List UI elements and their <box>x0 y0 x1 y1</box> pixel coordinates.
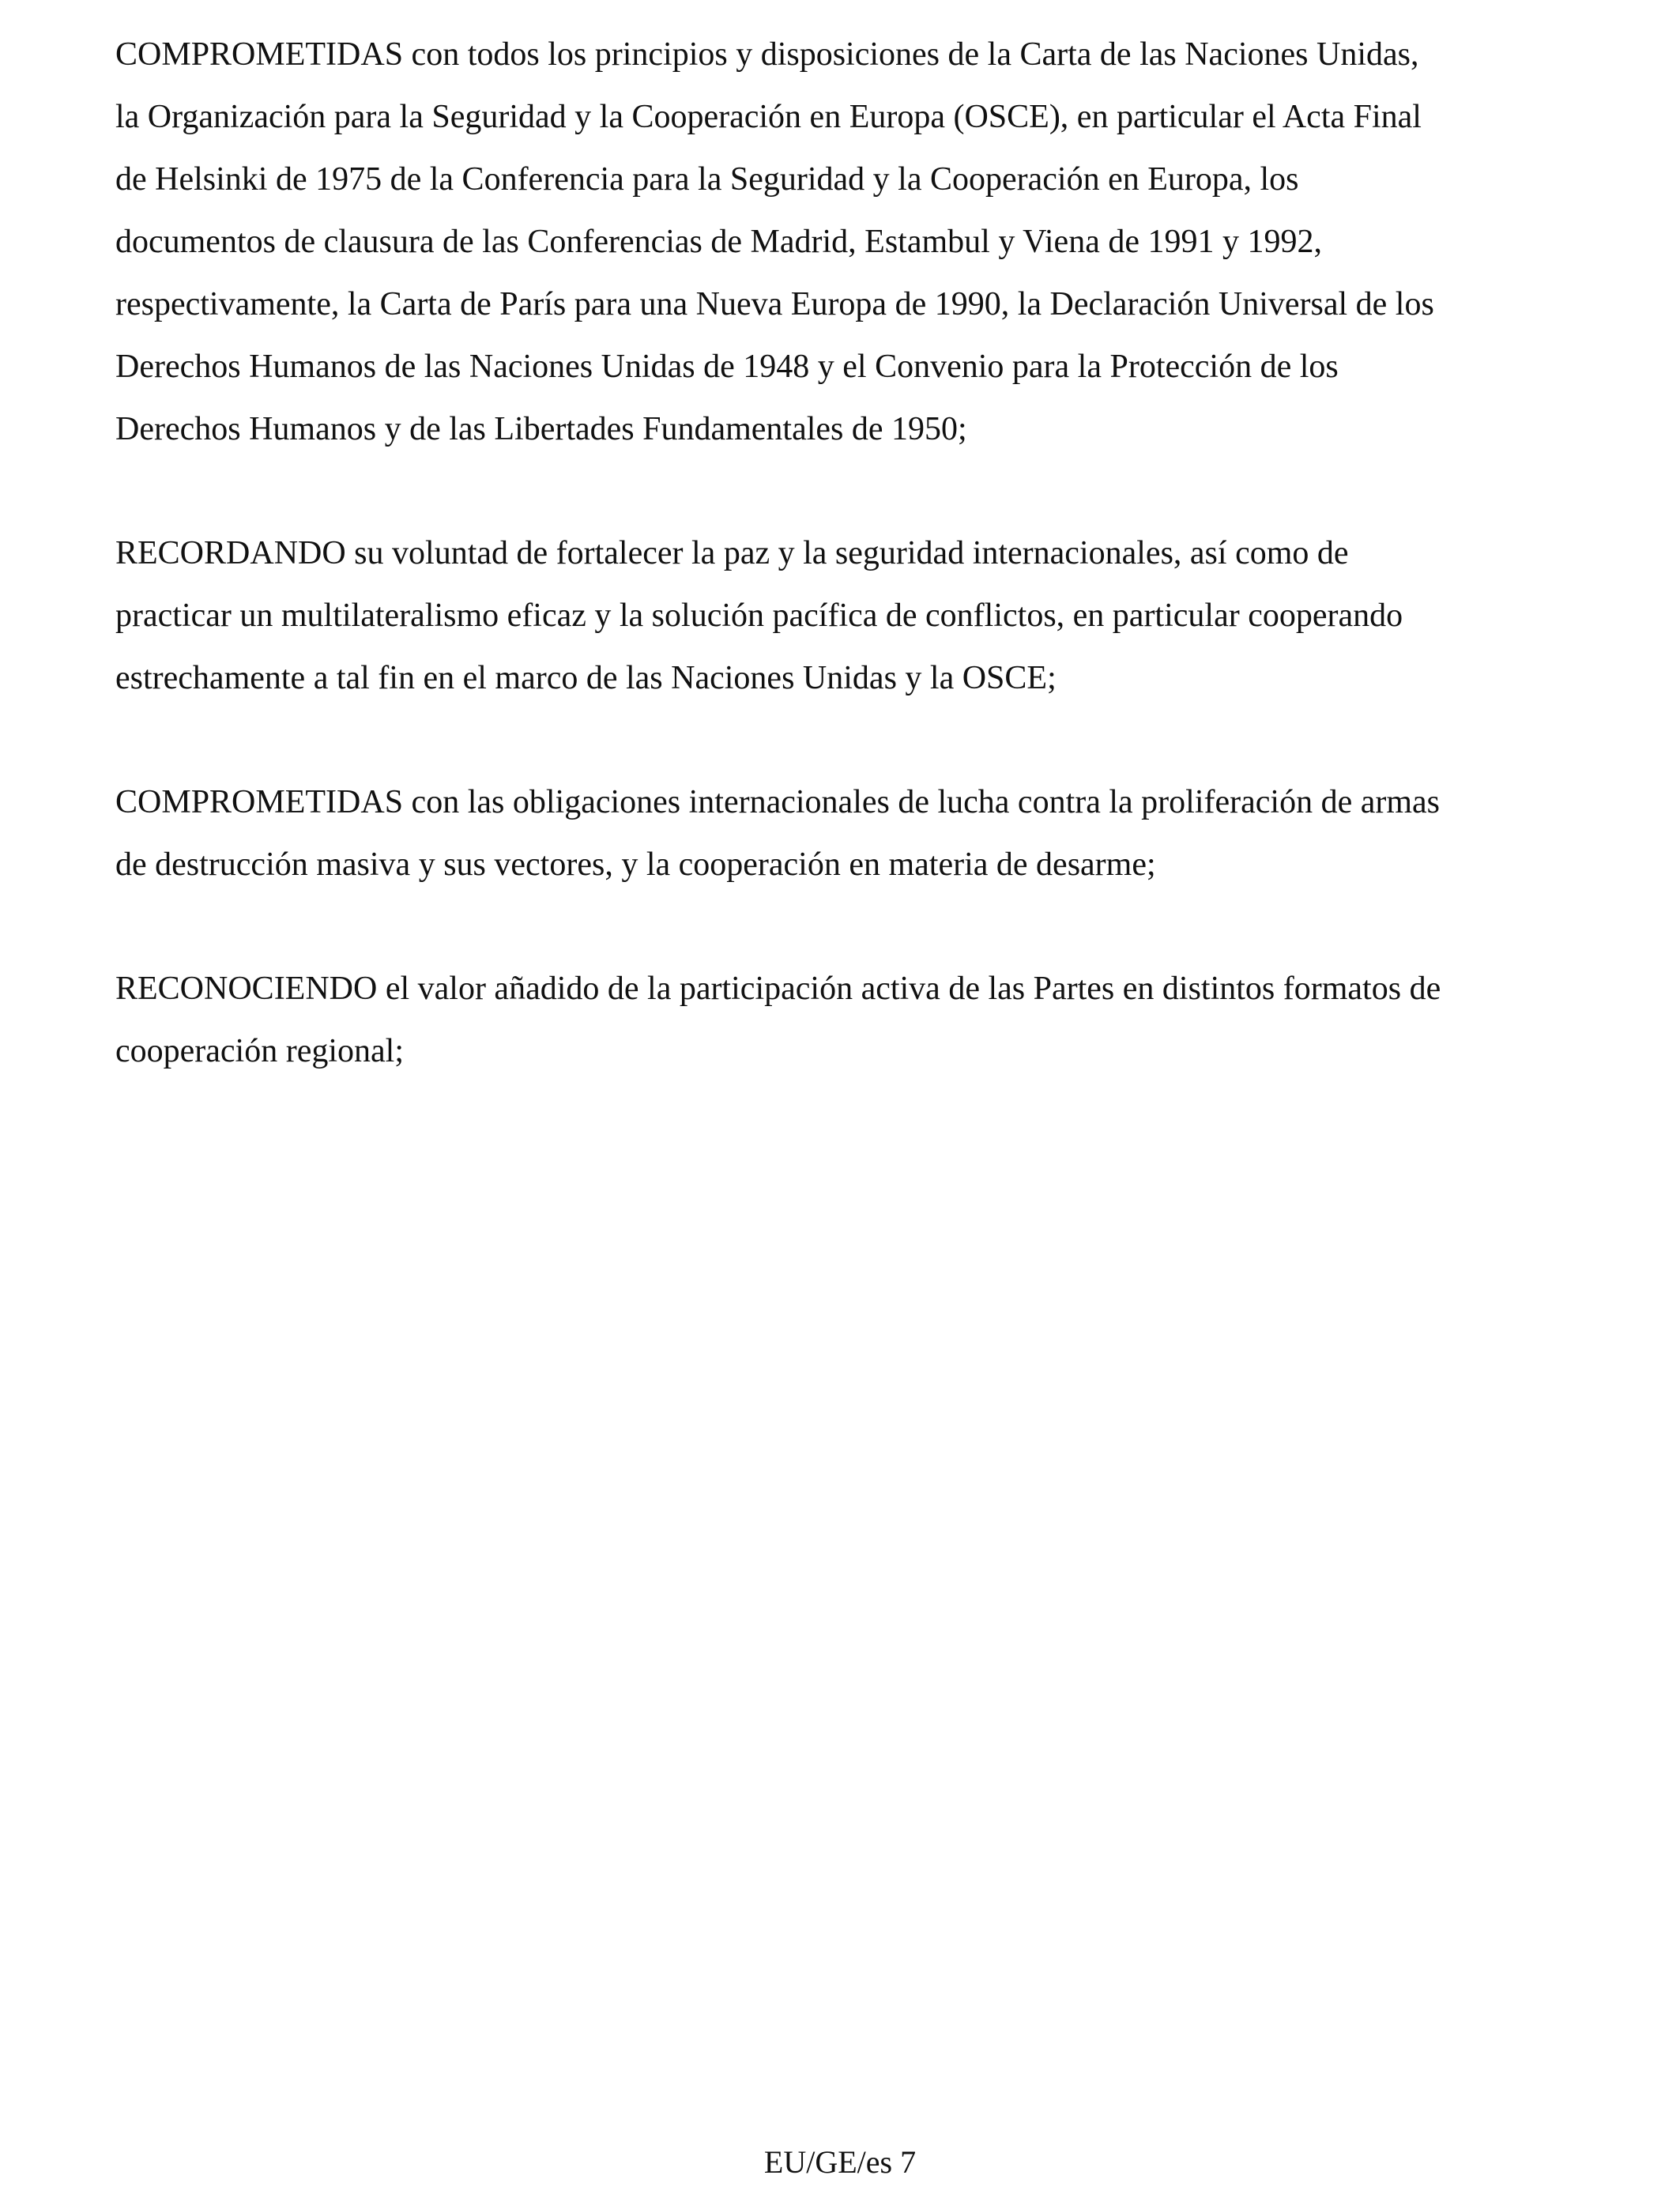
text-line: COMPROMETIDAS con todos los principios y disposiciones de la Carta de las Naciones Unidas, <box>115 36 1419 73</box>
paragraph-reconociendo <box>115 958 1571 1083</box>
paragraph-recordando <box>115 522 1571 710</box>
text-line: RECONOCIENDO el valor añadido de la participación activa de las Partes en distintos formatos de <box>115 971 1441 1007</box>
text-line: documentos de clausura de las Conferencias de Madrid, Estambul y Viena de 1991 y 1992, <box>115 224 1322 260</box>
text-line: practicar un multilateralismo eficaz y la solución pacífica de conflictos, en particular cooperando <box>115 598 1403 634</box>
page-footer: EU/GE/es 7 <box>763 2144 917 2180</box>
paragraph-comprometidas-carta <box>115 24 1571 461</box>
text-line: Derechos Humanos y de las Libertades Fundamentales de 1950; <box>115 411 967 447</box>
text-line: RECORDANDO su voluntad de fortalecer la paz y la seguridad internacionales, así como de <box>115 535 1349 571</box>
text-line: estrechamente a tal fin en el marco de las Naciones Unidas y la OSCE; <box>115 660 1057 696</box>
text-line: respectivamente, la Carta de París para una Nueva Europa de 1990, la Declaración Universal de los <box>115 286 1434 322</box>
text-line: la Organización para la Seguridad y la Cooperación en Europa (OSCE), en particular el Acta Final <box>115 99 1422 135</box>
text-line: Derechos Humanos de las Naciones Unidas de 1948 y el Convenio para la Protección de los <box>115 349 1339 385</box>
text-line: de Helsinki de 1975 de la Conferencia para la Seguridad y la Cooperación en Europa, los <box>115 161 1299 198</box>
document-body <box>115 24 1571 1144</box>
text-line: cooperación regional; <box>115 1033 404 1069</box>
paragraph-comprometidas-proliferacion <box>115 771 1571 896</box>
text-line: COMPROMETIDAS con las obligaciones internacionales de lucha contra la proliferación de armas <box>115 784 1441 820</box>
text-line: de destrucción masiva y sus vectores, y la cooperación en materia de desarme; <box>115 846 1156 883</box>
